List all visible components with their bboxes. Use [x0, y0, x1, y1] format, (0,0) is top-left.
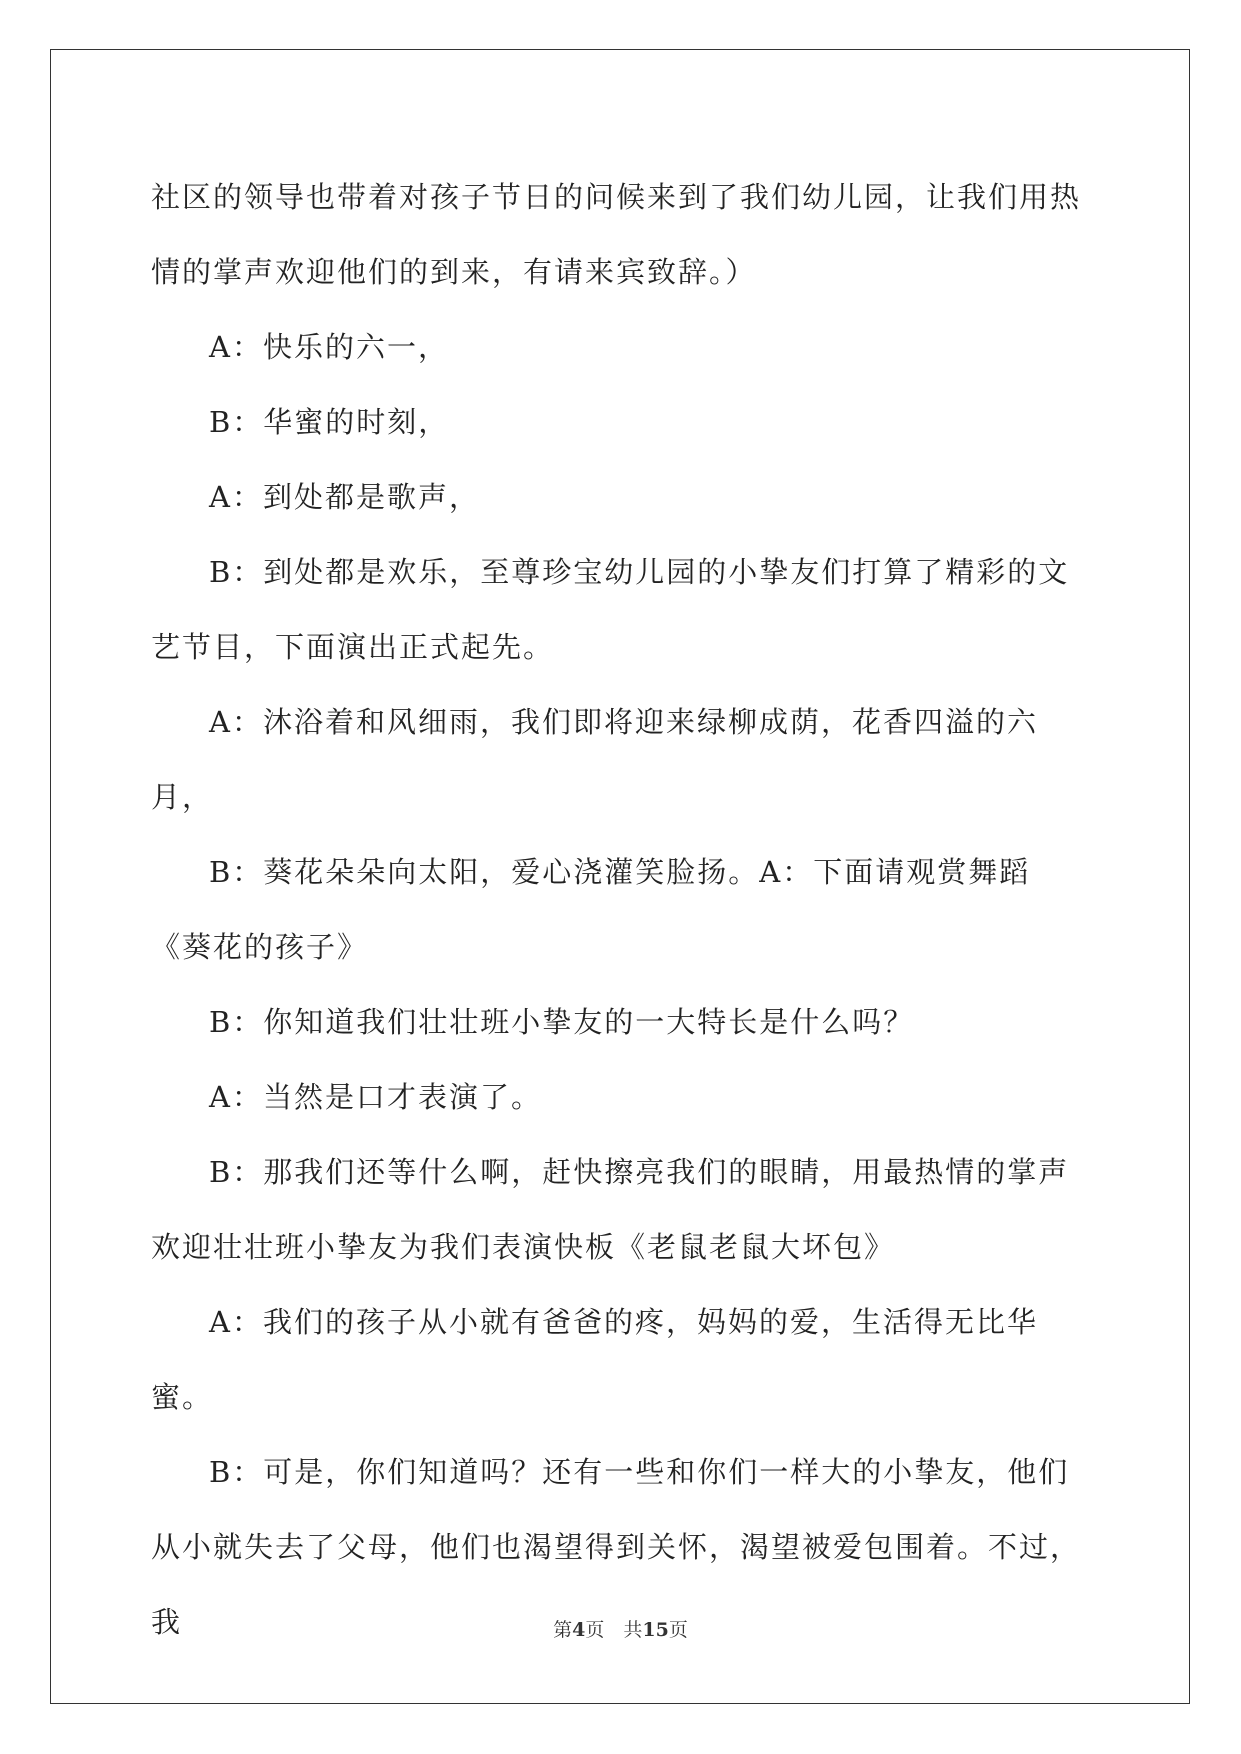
paragraph: B：那我们还等什么啊，赶快擦亮我们的眼睛，用最热情的掌声欢迎壮壮班小挚友为我们表演快板《老鼠老鼠大坏包》: [151, 1155, 1070, 1264]
page-number: 4: [572, 1619, 586, 1641]
paragraph: 社区的领导也带着对孩子节日的问候来到了我们幼儿园，让我们用热情的掌声欢迎他们的到来，有请来宾致辞。）: [151, 180, 1082, 289]
footer-prefix: 第: [553, 1619, 573, 1641]
paragraph: B：你知道我们壮壮班小挚友的一大特长是什么吗？: [209, 1005, 915, 1039]
paragraph: B：葵花朵朵向太阳，爱心浇灌笑脸扬。A：下面请观赏舞蹈《葵花的孩子》: [151, 855, 1031, 964]
footer-mid: 页 共: [585, 1619, 643, 1641]
document-body: [151, 160, 1091, 1660]
paragraph: A：快乐的六一，: [209, 330, 449, 364]
page-footer: [0, 1615, 1241, 1642]
paragraph: B：华蜜的时刻，: [209, 405, 450, 439]
paragraph: A：到处都是歌声，: [209, 480, 480, 514]
paragraph: B：到处都是欢乐，至尊珍宝幼儿园的小挚友们打算了精彩的文艺节目，下面演出正式起先。: [151, 555, 1070, 664]
total-pages: 15: [642, 1619, 669, 1641]
paragraph: A：沐浴着和风细雨，我们即将迎来绿柳成荫，花香四溢的六月，: [151, 705, 1038, 814]
paragraph: B：可是，你们知道吗？还有一些和你们一样大的小挚友，他们从小就失去了父母，他们也渴望得到关怀，渴望被爱包围着。不过，我: [151, 1455, 1082, 1639]
footer-suffix: 页: [668, 1619, 688, 1641]
paragraph: A：我们的孩子从小就有爸爸的疼，妈妈的爱，生活得无比华蜜。: [151, 1305, 1038, 1414]
paragraph: A：当然是口才表演了。: [209, 1080, 542, 1114]
